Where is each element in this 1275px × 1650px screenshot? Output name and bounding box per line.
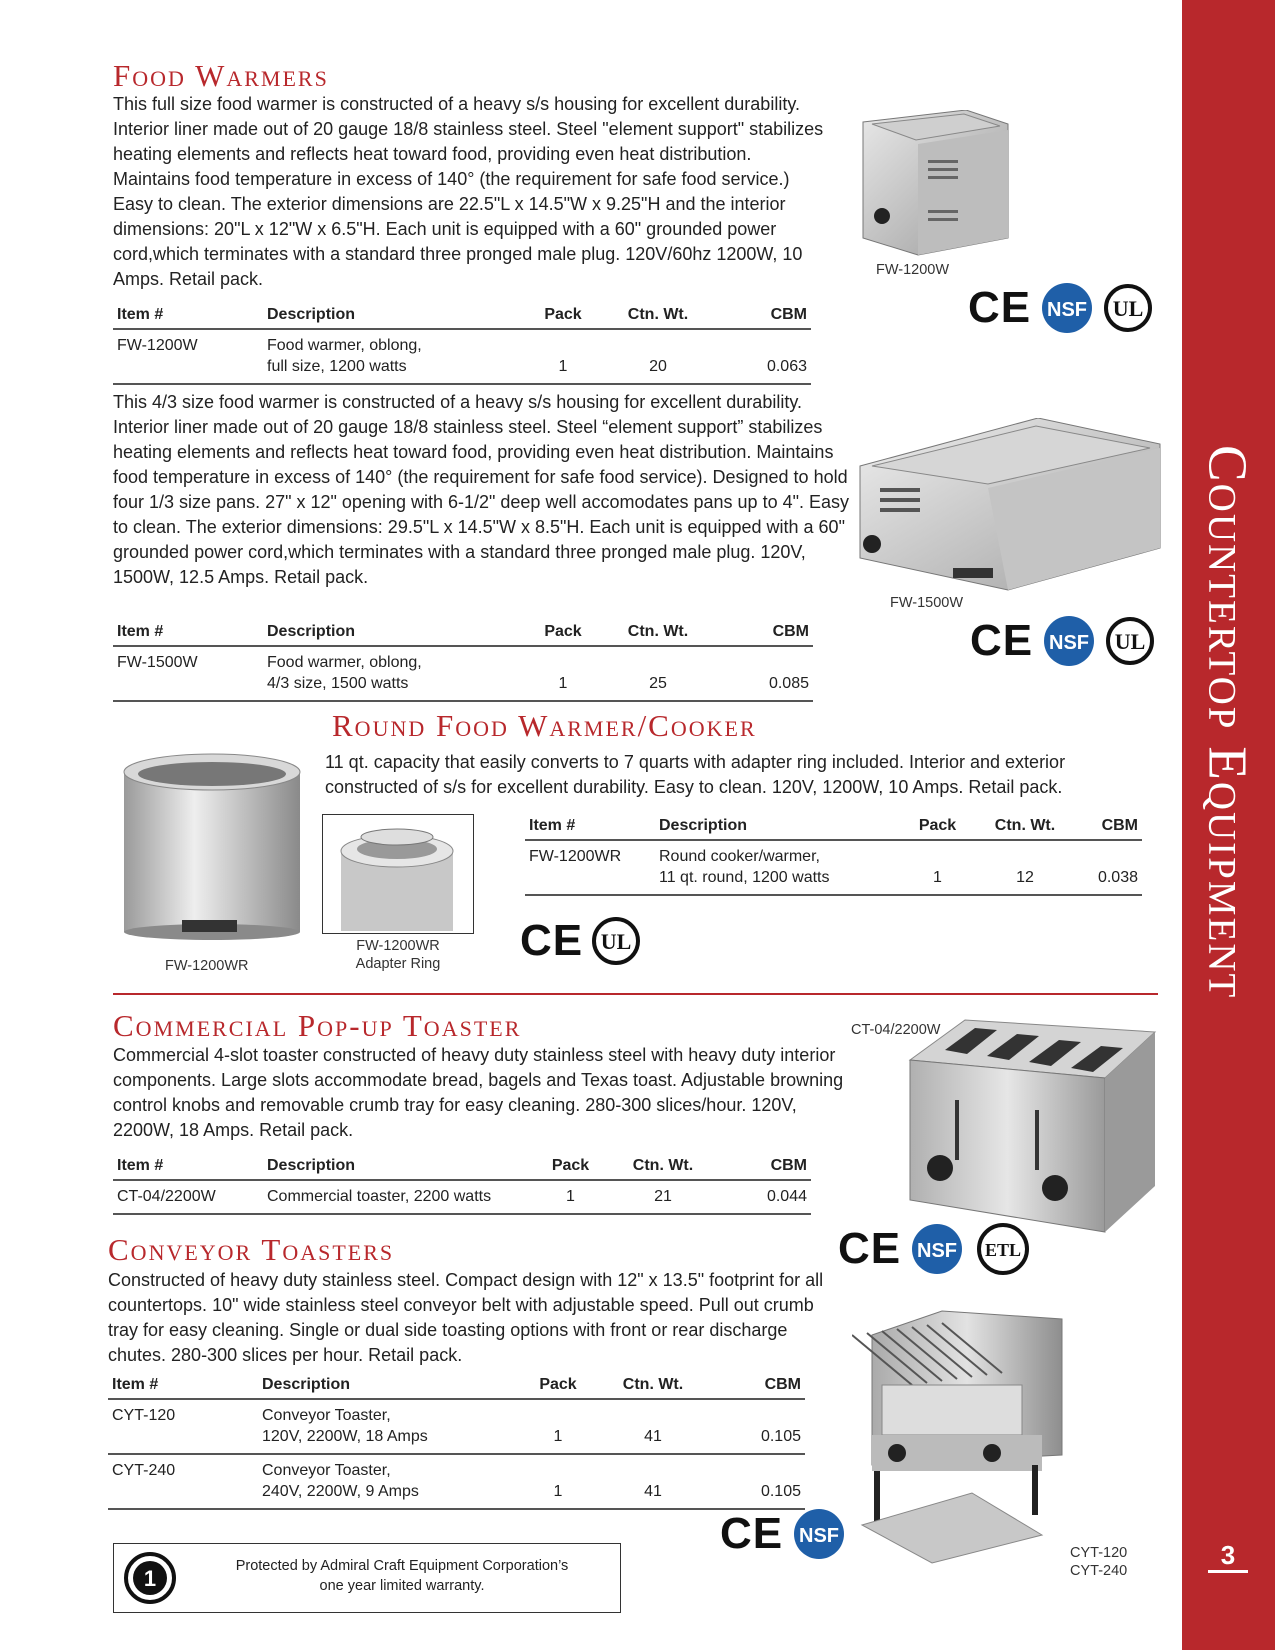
fw1200w-description: This full size food warmer is constructed of a heavy s/s housing for excellent durability. Interior liner made out of 20 gauge 18/8 stainless steel. Steel "element support" stabilizes heating elements and reflects heat toward food, providing even heat distribution. Maintains food temperature in excess of 140° (the requirement for safe food service.) Easy to clean. The exterior dimensions are 22.5"L x 14.5"W x 9.25"H and the interior dimensions: 20"L x 12"W x 6.5"H. Each unit is equipped with a 60" grounded power cord,which terminates with a standard three pronged male plug. 120V/60hz 1200W, 10 Amps. Retail pack. [113,94,824,289]
nsf-mark-icon [791,1508,847,1560]
cell-cbm: 0.105 [708,1454,805,1509]
cell-description: Conveyor Toaster, 120V, 2200W, 18 Amps [262,1407,428,1445]
nsf-label: NSF [1049,632,1090,654]
warranty-box [113,1543,621,1613]
fw1500w-spec-table [113,621,813,702]
cell-weight: 41 [598,1454,708,1509]
cell-cbm: 0.105 [760,1428,801,1445]
warranty-line-2: one year limited warranty. [319,1578,485,1594]
cell-weight: 41 [644,1428,662,1445]
ce-mark-icon: CE [838,1224,902,1273]
ct04-caption: CT-04/2200W [851,1022,941,1038]
fw1500w-caption: FW-1500W [890,595,964,611]
cell-item: CYT-120 [112,1407,176,1424]
section-title-vertical: Countertop Equipment [1197,445,1259,1000]
cell-item: CT-04/2200W [113,1180,263,1214]
adapter-ring-photo-frame [322,814,474,934]
ul-label: UL [1114,629,1146,654]
table-row [113,329,811,384]
cell-pack: 1 [523,329,603,384]
cyt-caption-2: CYT-240 [1070,1563,1128,1579]
nsf-mark-icon [909,1223,965,1275]
popup-toaster-description: Commercial 4-slot toaster constructed of heavy duty stainless steel with heavy duty interior components. Large slots accommodate bread, bagels and Texas toast. Adjustable browning control knobs and removable crumb tray for easy cleaning. 280-300 slices/hour. 120V, 2200W, 18 Amps. Retail pack. [113,1045,844,1140]
ul-label: UL [1112,296,1144,321]
header-pack: Pack [523,621,603,646]
header-weight: Ctn. Wt. [608,1155,718,1180]
etl-label: ETL [985,1240,1022,1260]
round-warmer-description: 11 qt. capacity that easily converts to 7 quarts with adapter ring included. Interior and exterior constructed of s/s for excellent durability. Easy to clean. 120V, 1200W, 10 Amps. Retail pack. [325,752,1066,797]
cell-cbm: 0.038 [1070,840,1142,895]
cell-cbm: 0.044 [718,1180,811,1214]
header-description: Description [263,304,523,329]
table-row [525,840,1142,895]
cyt-photo [852,1305,1082,1565]
ct04-cert-marks [838,1222,1033,1276]
ul-mark-icon [591,916,641,966]
header-pack: Pack [533,1155,608,1180]
fw1200wr-caption: FW-1200WR [165,958,249,974]
header-description: Description [263,1155,533,1180]
cell-description: Food warmer, oblong, full size, 1200 watts [263,329,523,384]
header-pack: Pack [518,1374,598,1399]
warranty-badge-icon [124,1551,176,1605]
header-description: Description [655,815,895,840]
cell-description: Food warmer, oblong, 4/3 size, 1500 watts [263,646,523,701]
header-cbm: CBM [1070,815,1142,840]
cell-item: FW-1200W [113,329,263,384]
cell-description: Round cooker/warmer, 11 qt. round, 1200 watts [655,840,895,895]
cell-weight: 25 [603,646,713,701]
ce-mark-icon: CE [970,616,1034,665]
header-item: Item # [113,304,263,329]
warranty-badge-label: 1 [143,1566,157,1591]
fw1200wr-cert-marks [520,916,641,966]
heading-popup-toaster: Commercial Pop-up Toaster [113,1008,522,1043]
cyt-caption-1: CYT-120 [1070,1545,1128,1561]
table-row [113,1180,811,1214]
warranty-line-1: Protected by Admiral Craft Equipment Corporation’s [235,1558,569,1574]
header-cbm: CBM [708,1374,805,1399]
cell-weight: 20 [603,329,713,384]
fw1500w-description: This 4/3 size food warmer is constructed of a heavy s/s housing for excellent durability. Interior liner made out of 20 gauge 18/8 stainless steel. Steel “element support” stabilizes heating elements and reflects heat toward food, providing even heat distribution. Maintains food temperature in excess of 140° (the requirement for safe food service). Designed to hold four 1/3 size pans. 27" x 12" opening with 6-1/2" deep well accomodates pans up to 4". Easy to clean. The exterior dimensions: 29.5"L x 14.5"W x 8.5"H. Each unit is equipped with a 60" grounded power cord,which terminates with a standard three pronged male plug. 120V, 1500W, 12.5 Amps. Retail pack. [113,392,850,587]
page-number: 3 [1208,1540,1248,1573]
heading-round-warmer: Round Food Warmer/Cooker [332,708,757,743]
cell-weight: 12 [980,840,1070,895]
header-item: Item # [113,621,263,646]
conveyor-toasters-description: Constructed of heavy duty stainless steel. Compact design with 12" x 13.5" footprint for all countertops. 10" wide stainless steel conveyor belt with adjustable speed. Pull out crumb tray for easy cleaning. Single or dual side toasting options with front or rear discharge chutes. 280-300 slices per hour. Retail pack. [108,1270,824,1365]
cell-pack: 1 [895,840,980,895]
ce-mark-icon: CE [968,283,1032,332]
warranty-text [202,1556,602,1596]
header-weight: Ctn. Wt. [603,621,713,646]
section-divider [113,993,1158,995]
heading-food-warmers: Food Warmers [113,58,329,93]
header-item: Item # [108,1374,258,1399]
nsf-label: NSF [799,1525,840,1547]
header-weight: Ctn. Wt. [603,304,713,329]
cell-description: Conveyor Toaster, 240V, 2200W, 9 Amps [258,1454,518,1509]
cyt-spec-table [108,1374,805,1510]
cell-item: FW-1500W [113,646,263,701]
fw1500w-photo [858,418,1163,593]
table-row [113,646,813,701]
header-cbm: CBM [713,621,813,646]
etl-mark-icon [973,1222,1033,1276]
header-pack: Pack [895,815,980,840]
adapter-ring-caption-2: Adapter Ring [355,956,441,972]
ct04-photo [905,1010,1160,1240]
cyt-cert-marks [720,1508,847,1560]
cell-item: CYT-240 [108,1454,258,1509]
fw1500w-cert-marks [970,615,1155,667]
header-description: Description [258,1374,518,1399]
fw1200w-caption: FW-1200W [876,262,950,278]
fw1200w-cert-marks [968,282,1153,334]
cell-pack: 1 [533,1180,608,1214]
cell-pack: 1 [523,646,603,701]
adapter-ring-photo [323,815,472,932]
nsf-label: NSF [917,1240,958,1262]
header-pack: Pack [523,304,603,329]
fw1200w-photo [858,110,1016,260]
cell-description: Commercial toaster, 2200 watts [263,1180,533,1214]
fw1200wr-photo [112,752,312,942]
header-cbm: CBM [718,1155,811,1180]
cell-pack: 1 [553,1428,563,1445]
ct04-spec-table [113,1155,811,1215]
ul-mark-icon [1103,283,1153,333]
table-row [108,1454,805,1509]
cell-weight: 21 [608,1180,718,1214]
header-description: Description [263,621,523,646]
table-row [108,1399,805,1454]
header-weight: Ctn. Wt. [598,1374,708,1399]
ul-mark-icon [1105,616,1155,666]
cell-cbm: 0.085 [713,646,813,701]
heading-conveyor-toasters: Conveyor Toasters [108,1232,395,1267]
header-item: Item # [113,1155,263,1180]
ul-label: UL [600,929,632,954]
nsf-mark-icon [1041,615,1097,667]
cell-pack: 1 [518,1454,598,1509]
header-item: Item # [525,815,655,840]
ce-mark-icon: CE [520,916,584,965]
ce-mark-icon: CE [720,1509,784,1558]
nsf-mark-icon [1039,282,1095,334]
header-cbm: CBM [713,304,811,329]
cell-cbm: 0.063 [713,329,811,384]
cell-item: FW-1200WR [525,840,655,895]
nsf-label: NSF [1047,299,1088,321]
fw1200wr-spec-table [525,815,1142,896]
adapter-ring-caption-1: FW-1200WR [356,938,440,954]
fw1200w-spec-table [113,304,811,385]
header-weight: Ctn. Wt. [980,815,1070,840]
